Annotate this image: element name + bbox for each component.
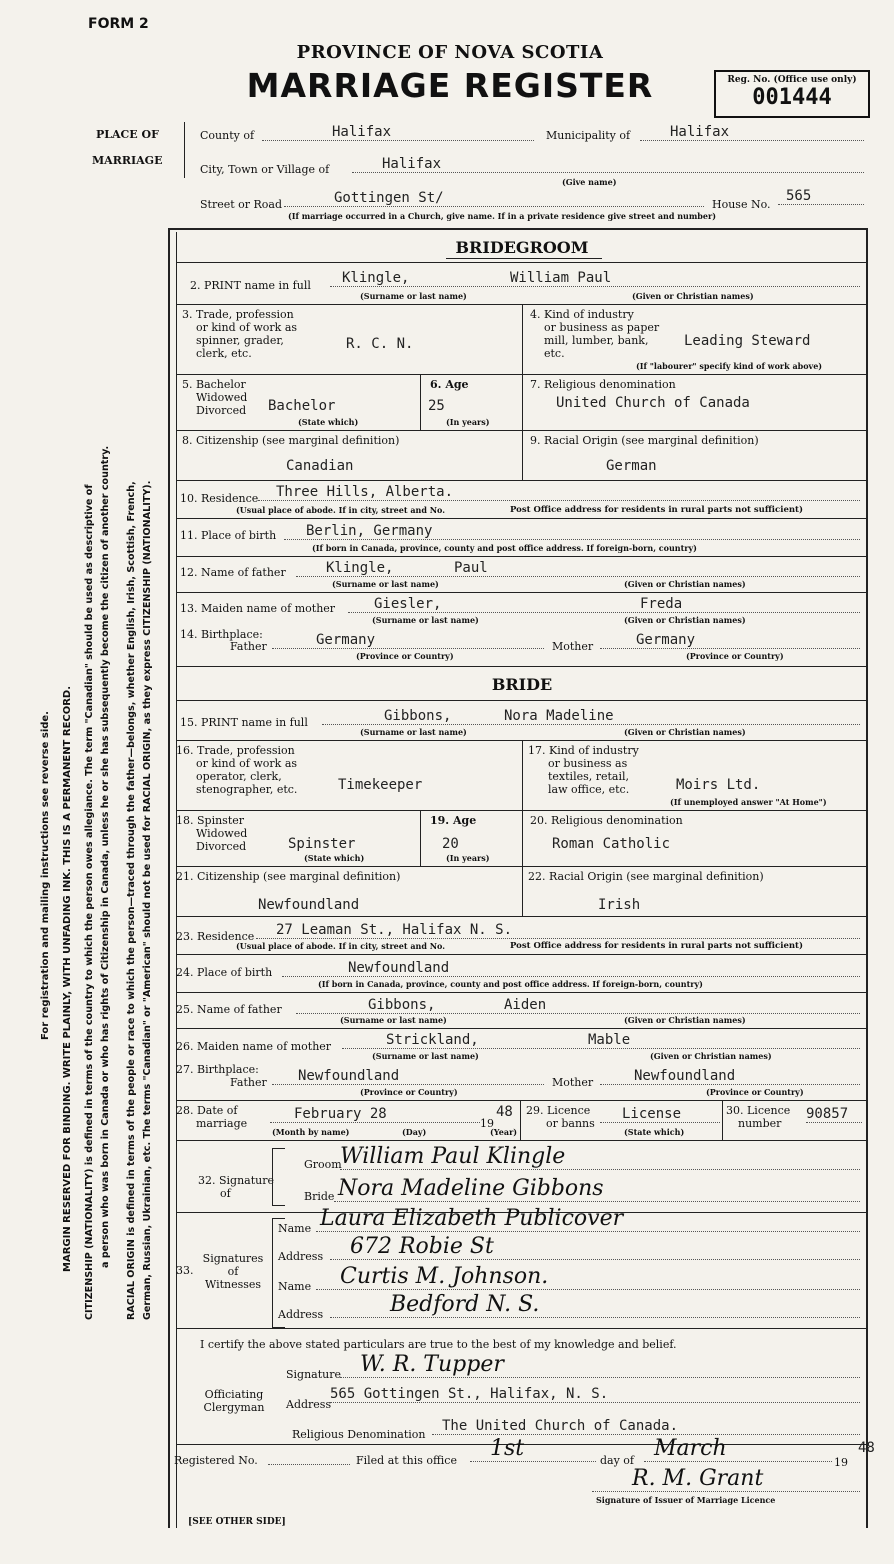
bride-in-years: (In years) xyxy=(446,853,490,863)
bride-father-line xyxy=(296,997,860,1014)
bride-name-line xyxy=(322,708,860,725)
f25-label: 25. Name of father xyxy=(176,1003,282,1016)
f27-label: 27. Birthplace: xyxy=(176,1063,259,1076)
f22-label: 22. Racial Origin (see marginal definition) xyxy=(528,870,764,883)
place-label-1: PLACE OF xyxy=(96,128,159,141)
w2-name: Curtis M. Johnson. xyxy=(316,1264,860,1290)
f32-bracket xyxy=(272,1148,285,1206)
margin-line-5: RACIAL ORIGIN is defined in terms of the people or race to which the person—traced through the father—belongs, whether English, Irish, Scottish, French, xyxy=(126,481,137,1320)
w1-address: 672 Robie St xyxy=(330,1234,860,1260)
bride-mother-surname: Strickland, xyxy=(386,1032,479,1048)
groom-mother-prov-note: (Province or Country) xyxy=(686,651,784,661)
f4-label: 4. Kind of industry or business as paper mill, lumber, bank, etc. xyxy=(530,308,660,360)
reg-no-value: 001444 xyxy=(752,85,832,110)
bride-mother-surname-note: (Surname or last name) xyxy=(372,1051,479,1061)
f14-father-label: Father xyxy=(230,640,267,653)
house-label: House No. xyxy=(712,198,771,211)
municipality-value: Halifax xyxy=(640,124,864,141)
groom-residence-note: (Usual place of abode. If in city, street and No. xyxy=(236,505,445,515)
clergy-address-label: Address xyxy=(286,1398,332,1411)
filed-day: 1st xyxy=(470,1436,596,1462)
unemployed-note: (If unemployed answer "At Home") xyxy=(670,797,827,807)
issuer-label: Signature of Issuer of Marriage Licence xyxy=(596,1495,776,1505)
clergy-sig-label: Signature xyxy=(286,1368,342,1381)
groom-racial: German xyxy=(606,458,657,474)
f32-label: 32. Signature of xyxy=(198,1174,275,1200)
street-value: Gottingen St/ xyxy=(284,190,704,207)
groom-trade: R. C. N. xyxy=(346,336,414,352)
marriage-month-day: February 28 xyxy=(270,1106,480,1123)
groom-mother-given-note: (Given or Christian names) xyxy=(624,615,746,625)
f27-mother-label: Mother xyxy=(552,1076,594,1089)
groom-birthplace: Berlin, Germany xyxy=(284,523,860,540)
margin-line-4: a person who was born in Canada or who has rights of Citizenship in Canada, unless he or she has subsequently become the citizen of another country. xyxy=(100,445,111,1268)
bridegroom-header: BRIDEGROOM xyxy=(455,238,589,257)
registered-line xyxy=(268,1464,350,1465)
bride-given-note: (Given or Christian names) xyxy=(624,727,746,737)
bride-header: BRIDE xyxy=(491,675,553,694)
groom-father-surname-note: (Surname or last name) xyxy=(332,579,439,589)
w2-address: Bedford N. S. xyxy=(330,1292,860,1318)
groom-father-given: Paul xyxy=(454,560,488,576)
f26-label: 26. Maiden name of mother xyxy=(176,1040,332,1053)
registered-label: Registered No. xyxy=(174,1454,258,1467)
month-note: (Month by name) xyxy=(272,1127,350,1137)
f15-label: 15. PRINT name in full xyxy=(180,716,308,729)
bride-mother-birth: Newfoundland xyxy=(600,1068,860,1085)
bride-residence-note: (Usual place of abode. If in city, street and No. xyxy=(236,941,445,951)
bride-father-prov-note: (Province or Country) xyxy=(360,1087,458,1097)
house-value: 565 xyxy=(778,188,864,205)
groom-father-line xyxy=(296,560,860,577)
w1-address-label: Address xyxy=(278,1250,324,1263)
bride-father-given: Aiden xyxy=(504,997,547,1013)
f23-label: 23. Residence xyxy=(176,930,255,943)
f20-label: 20. Religious denomination xyxy=(530,814,683,827)
bride-birth-note: (If born in Canada, province, county and post office address. If foreign-born, country) xyxy=(318,979,703,989)
f16-label: 16. Trade, profession or kind of work as operator, clerk, stenographer, etc. xyxy=(176,744,298,796)
county-label: County of xyxy=(200,129,255,142)
bride-mother-given-note: (Given or Christian names) xyxy=(650,1051,772,1061)
num33-label: 33. xyxy=(176,1264,194,1277)
province-heading: PROVINCE OF NOVA SCOTIA xyxy=(296,42,604,63)
groom-given-note: (Given or Christian names) xyxy=(632,291,754,301)
bride-age: 20 xyxy=(442,836,459,852)
f14-mother-label: Mother xyxy=(552,640,594,653)
bride-mother-given: Mable xyxy=(588,1032,631,1048)
bride-residence-note-b: Post Office address for residents in rural parts not sufficient) xyxy=(510,941,803,951)
clergy-address: 565 Gottingen St., Halifax, N. S. xyxy=(330,1386,860,1403)
clergy-denom: The United Church of Canada. xyxy=(432,1418,860,1435)
groom-mother-surname: Giesler, xyxy=(374,596,442,612)
groom-signature: William Paul Klingle xyxy=(340,1144,860,1170)
f24-label: 24. Place of birth xyxy=(176,966,273,979)
issuer-signature: R. M. Grant xyxy=(592,1466,860,1492)
f18-label: 18. Spinster Widowed Divorced xyxy=(176,814,248,853)
day-note: (Day) xyxy=(402,1127,427,1137)
f30-label: 30. Licence number xyxy=(726,1104,791,1130)
f5-label: 5. Bachelor Widowed Divorced xyxy=(182,378,248,417)
see-other-side: [SEE OTHER SIDE] xyxy=(188,1517,286,1527)
licence-type: License xyxy=(600,1106,720,1123)
f7-label: 7. Religious denomination xyxy=(530,378,676,391)
f17-label: 17. Kind of industry or business as textiles, retail, law office, etc. xyxy=(528,744,639,796)
groom-citizenship: Canadian xyxy=(286,458,354,474)
give-name-note: (Give name) xyxy=(562,177,617,187)
groom-mother-birth: Germany xyxy=(600,632,860,649)
w1-name: Laura Elizabeth Publicover xyxy=(316,1206,860,1232)
f27-father-label: Father xyxy=(230,1076,267,1089)
bride-state-which: (State which) xyxy=(304,853,365,863)
clergy-signature: W. R. Tupper xyxy=(340,1352,860,1378)
groom-father-given-note: (Given or Christian names) xyxy=(624,579,746,589)
groom-residence: Three Hills, Alberta. xyxy=(258,484,860,501)
groom-father-prov-note: (Province or Country) xyxy=(356,651,454,661)
reg-no-label: Reg. No. (Office use only) xyxy=(727,75,857,85)
groom-industry: Leading Steward xyxy=(684,333,811,349)
street-label: Street or Road xyxy=(200,198,283,211)
groom-surname-note: (Surname or last name) xyxy=(360,291,467,301)
licence-number: 90857 xyxy=(806,1106,862,1123)
groom-mother-given: Freda xyxy=(640,596,683,612)
margin-line-3: CITIZENSHIP (NATIONALITY) is defined in terms of the country to which the person owes allegiance. The term "Canadian" should be used as descriptive of xyxy=(84,484,95,1320)
bride-racial: Irish xyxy=(598,897,641,913)
bride-industry: Moirs Ltd. xyxy=(676,777,761,793)
bride-sig-label: Bride xyxy=(304,1190,335,1203)
year-note: (Year) xyxy=(490,1127,518,1137)
city-value: Halifax xyxy=(352,156,864,173)
reg-no-box xyxy=(714,70,870,118)
f29-label: 29. Licence or banns xyxy=(526,1104,595,1130)
groom-mother-surname-note: (Surname or last name) xyxy=(372,615,479,625)
bride-birthplace: Newfoundland xyxy=(282,960,860,977)
bride-father-given-note: (Given or Christian names) xyxy=(624,1015,746,1025)
w2-name-label: Name xyxy=(278,1280,312,1293)
bride-mother-prov-note: (Province or Country) xyxy=(706,1087,804,1097)
denom-label: Religious Denomination xyxy=(292,1428,426,1441)
groom-age: 25 xyxy=(428,398,445,414)
bride-religion: Roman Catholic xyxy=(552,836,671,852)
bride-father-surname: Gibbons, xyxy=(368,997,436,1013)
municipality-label: Municipality of xyxy=(546,129,631,142)
groom-father-birth: Germany xyxy=(272,632,544,649)
f33-label: Signatures of Witnesses xyxy=(202,1252,264,1291)
w1-name-label: Name xyxy=(278,1222,312,1235)
groom-birth-note: (If born in Canada, province, county and post office address. If foreign-born, country) xyxy=(312,543,697,553)
groom-given: William Paul xyxy=(510,270,612,286)
groom-residence-note-b: Post Office address for residents in rural parts not sufficient) xyxy=(510,505,803,515)
f10-label: 10. Residence xyxy=(180,492,259,505)
form-label: FORM 2 xyxy=(88,16,149,32)
place-label-2: MARRIAGE xyxy=(92,154,163,167)
f8-label: 8. Citizenship (see marginal definition) xyxy=(182,434,400,447)
f12-label: 12. Name of father xyxy=(180,566,286,579)
margin-line-1: For registration and mailing instructions see reverse side. xyxy=(40,711,51,1040)
f9-label: 9. Racial Origin (see marginal definition) xyxy=(530,434,759,447)
county-value: Halifax xyxy=(262,124,534,141)
bride-father-surname-note: (Surname or last name) xyxy=(340,1015,447,1025)
page-title: MARRIAGE REGISTER xyxy=(246,66,654,105)
f21-label: 21. Citizenship (see marginal definition) xyxy=(176,870,401,883)
groom-in-years: (In years) xyxy=(446,417,490,427)
bride-residence: 27 Leaman St., Halifax N. S. xyxy=(256,922,860,939)
bride-surname-note: (Surname or last name) xyxy=(360,727,467,737)
groom-surname: Klingle, xyxy=(342,270,410,286)
day-of-label: day of xyxy=(600,1454,635,1467)
filed-month: March xyxy=(644,1436,832,1462)
certify-text: I certify the above stated particulars are true to the best of my knowledge and belief. xyxy=(200,1338,677,1351)
groom-sig-label: Groom xyxy=(304,1158,342,1171)
groom-status: Bachelor xyxy=(268,398,336,414)
bride-given: Nora Madeline xyxy=(504,708,614,724)
f19-label: 19. Age xyxy=(430,814,477,827)
groom-mother-line xyxy=(348,596,860,613)
filed-year: 48 xyxy=(858,1440,875,1456)
clergy-label: Officiating Clergyman xyxy=(203,1388,265,1414)
f6-label: 6. Age xyxy=(430,378,469,391)
labourer-note: (If "labourer" specify kind of work above) xyxy=(636,361,823,371)
bride-trade: Timekeeper xyxy=(338,777,423,793)
f3-label: 3. Trade, profession or kind of work as spinner, grader, clerk, etc. xyxy=(182,308,298,360)
bride-citizenship: Newfoundland xyxy=(258,897,360,913)
groom-father-surname: Klingle, xyxy=(326,560,394,576)
f14-label: 14. Birthplace: xyxy=(180,628,263,641)
filed-year-prefix: 19 xyxy=(834,1456,848,1469)
groom-name-line xyxy=(330,270,860,287)
filed-label: Filed at this office xyxy=(356,1454,457,1467)
w2-address-label: Address xyxy=(278,1308,324,1321)
bride-status: Spinster xyxy=(288,836,356,852)
bride-signature: Nora Madeline Gibbons xyxy=(334,1176,860,1202)
margin-line-6: German, Russian, Ukrainian, etc. The terms "Canadian" or "American" should not be used for RACIAL ORIGIN, as they express CITIZENSHIP (NATIONALITY). xyxy=(142,480,153,1320)
marriage-year: 48 xyxy=(496,1104,513,1120)
groom-state-which: (State which) xyxy=(298,417,359,427)
groom-religion: United Church of Canada xyxy=(556,395,750,411)
bride-mother-line xyxy=(342,1032,860,1049)
church-note: (If marriage occurred in a Church, give name. If in a private residence give street and number) xyxy=(288,211,716,221)
f11-label: 11. Place of birth xyxy=(180,529,277,542)
f28-label: 28. Date of marriage xyxy=(176,1104,248,1130)
city-label: City, Town or Village of xyxy=(200,163,330,176)
f2-label: 2. PRINT name in full xyxy=(190,279,311,292)
bride-father-birth: Newfoundland xyxy=(272,1068,544,1085)
licence-state-which: (State which) xyxy=(624,1127,685,1137)
f13-label: 13. Maiden name of mother xyxy=(180,602,336,615)
marriage-year-prefix: 19 xyxy=(480,1117,494,1130)
bride-surname: Gibbons, xyxy=(384,708,452,724)
margin-line-2: MARGIN RESERVED FOR BINDING. WRITE PLAINLY, WITH UNFADING INK. THIS IS A PERMANENT RECORD. xyxy=(62,685,73,1272)
